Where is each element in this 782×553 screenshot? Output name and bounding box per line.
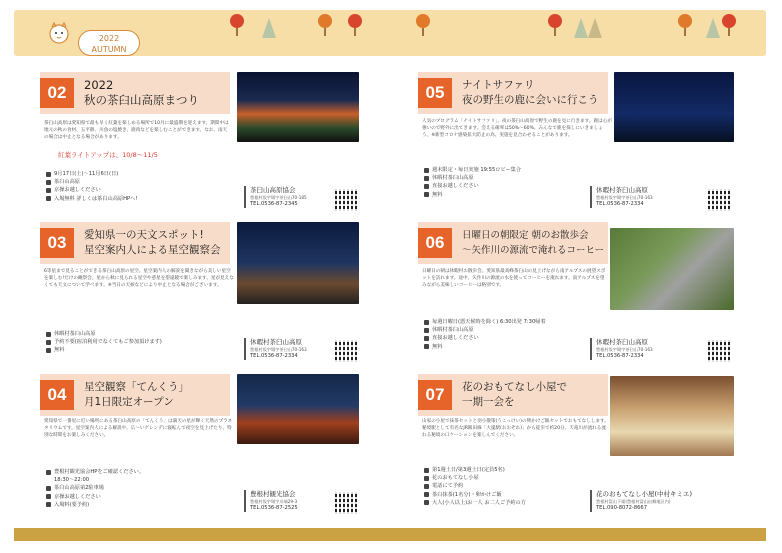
contact-block: 豊根村観光協会 豊根村坂宇場字川端29-3 TEL.0536-87-2525 xyxy=(244,490,298,512)
lightup-note: 紅葉ライトアップは、10/8～11/5 xyxy=(58,151,158,159)
qr-code[interactable] xyxy=(335,189,357,211)
autumn-tree-icon xyxy=(678,14,692,36)
section-title-line2: ～矢作川の源流で淹れるコーヒー xyxy=(462,245,605,256)
calendar-icon xyxy=(46,172,51,177)
autumn-tree-icon xyxy=(230,14,244,36)
autumn-tree-icon xyxy=(548,14,562,36)
calendar-icon xyxy=(424,320,429,325)
pine-tree-icon xyxy=(706,18,720,38)
section-title-line1: ナイトサファリ xyxy=(462,79,535,91)
location-icon xyxy=(46,180,51,185)
deer-night-photo xyxy=(614,72,734,142)
section-info: 週末限定・毎日実施 19:55ロビー集合 休暇村茶臼山高原 直接お越しください 無料 xyxy=(424,166,521,199)
section-header-07 xyxy=(418,374,608,416)
section-info: 休暇村茶臼山高原 予約不要(宿泊利用でなくてもご参加頂けます) 無料 xyxy=(46,330,162,355)
calendar-icon xyxy=(46,470,51,475)
contact-block: 休暇村茶臼山高原 豊根村坂宇場字茶臼山70-163 TEL.0536-87-2334 xyxy=(590,186,653,208)
section-header-03 xyxy=(40,222,230,264)
ticket-icon xyxy=(424,192,429,197)
pine-tree-icon xyxy=(588,18,602,38)
info-date: 9月17日(土)～11月6日(日) xyxy=(46,170,137,178)
location-icon xyxy=(424,328,429,333)
season-year: 2022 xyxy=(98,34,120,43)
phone-icon xyxy=(424,484,429,489)
section-title-line2: 夜の野生の鹿に会いに行こう xyxy=(462,94,599,106)
section-title-line1: 2022 xyxy=(84,78,114,92)
ticket-icon xyxy=(424,500,429,505)
qr-code[interactable] xyxy=(335,492,357,514)
section-number: 06 xyxy=(418,228,452,258)
section-number: 05 xyxy=(418,78,452,108)
walk-icon xyxy=(424,184,429,189)
autumn-tree-icon xyxy=(416,14,430,36)
info-fee: 入場無料 詳しくは茶臼山高原HPへ! xyxy=(46,195,137,203)
location-icon xyxy=(46,332,51,337)
contact-block: 花のおもてなし小屋(中村キミエ) 豊根村富山下栗(豊根村富山出郷地区内) TEL.090-8072-8667 xyxy=(590,490,692,512)
contact-block: 茶臼山高原協会 豊根村坂宇場字茶臼山70-185 TEL.0536-87-2345 xyxy=(244,186,307,208)
section-body: 山家の小屋で抹茶セットと羽小散策(うこっけい)の卵かけご飯セットでおもてなしします。秘境駅として有名なJR飯田線「大嵐駅(おおぞれ)」から徒歩で約20分。天竜川が流れる流れる秘境の口ケーションを楽しんでください。 xyxy=(422,419,609,439)
walk-icon xyxy=(46,188,51,193)
qr-code[interactable] xyxy=(708,189,730,211)
walk-icon xyxy=(424,336,429,341)
section-title-line2: 秋の茶臼山高原まつり xyxy=(84,93,199,107)
location-icon xyxy=(424,176,429,181)
section-header-06 xyxy=(418,222,608,264)
section-info xyxy=(46,170,137,203)
section-number: 03 xyxy=(40,228,74,258)
tea-room-photo xyxy=(610,376,734,456)
section-title-line2: 月1日限定オープン xyxy=(84,396,174,408)
food-icon xyxy=(424,492,429,497)
section-title-line2: 星空案内人による星空観察会 xyxy=(84,244,221,256)
autumn-tree-icon xyxy=(318,14,332,36)
section-number: 07 xyxy=(418,380,452,410)
section-info: 豊根村観光協会HPをご確認ください。 18:30～22:00 茶臼山高原第2駐車場 京操お越しください 入場料(要予約) xyxy=(46,468,144,509)
ticket-icon xyxy=(46,196,51,201)
section-title-line1: 星空観察「てんくう」 xyxy=(84,381,189,393)
contact-block: 休暇村茶臼山高原 豊根村坂宇場字茶臼山70-163 TEL.0536-87-2334 xyxy=(590,338,653,360)
section-header-04 xyxy=(40,374,230,416)
section-body: 日曜日の朝は休暇村お散歩会。愛知県最高峰茶臼山の見上げながら南アルプスの展望スポットを訪れます。途中、矢作川の源流の水を使ってコーヒーを淹れます。南アルプスを望みながら美味しいコーヒーは格別です。 xyxy=(422,269,606,289)
location-icon xyxy=(46,486,51,491)
starry-sky-autumn-photo xyxy=(237,374,359,444)
squirrel-mascot-icon xyxy=(48,22,70,48)
section-body: 6等星まで見ることができる茶臼山高原の星空。星空案内人の解説を聞きながら美しい星空を楽しむ!だけの観察会。星から秋に見られる星空や惑星を望遠鏡で楽しみます。星が見えなくても天文について学べます。※当日の天候などにより中止となる場合がございます。 xyxy=(44,269,234,289)
qr-code[interactable] xyxy=(335,340,357,362)
footer-band xyxy=(14,528,766,541)
section-number: 04 xyxy=(40,380,74,410)
info-place: 茶臼山高原 xyxy=(46,178,137,186)
section-title-line1: 花のおもてなし小屋で xyxy=(462,381,567,393)
calendar-icon xyxy=(424,468,429,473)
qr-code[interactable] xyxy=(708,340,730,362)
section-body: 茶臼山高原は愛知県で最も早く紅葉を楽しめる場所で10月に最盛期を迎えます。期間中は地元の秋の食材、五平餅、川魚の塩焼き、鹿肉などを楽しむことができます。なお、雨天の場合は中止となる場合があります。 xyxy=(44,121,229,141)
section-title-line2: 一期一会を xyxy=(462,396,515,408)
section-number: 02 xyxy=(40,78,74,108)
phone-icon xyxy=(46,340,51,345)
coffee-by-river-photo xyxy=(610,228,734,310)
pine-tree-icon xyxy=(574,18,588,38)
season-label: AUTUMN xyxy=(91,45,127,54)
season-badge xyxy=(78,30,140,56)
autumn-tree-icon xyxy=(348,14,362,36)
contact-block: 休暇村茶臼山高原 豊根村坂宇場字茶臼山70-163 TEL.0536-87-2334 xyxy=(244,338,307,360)
ticket-icon xyxy=(424,344,429,349)
section-info: 第1週土日/第3週土日(定員5名) 花のおもてなし小屋 電話にて予約 茶臼抹茶(1名分)・卵かけご飯 大人(小人以上)お一人 お二人ご予約の方 xyxy=(424,466,526,507)
ticket-icon xyxy=(46,348,51,353)
ticket-icon xyxy=(46,502,51,507)
section-info: 毎週日曜日(悪天候時を除く) 6:30出発 7:30帰着 休暇村茶臼山高原 直接お越しください 無料 xyxy=(424,318,546,351)
section-title-line1: 日曜日の朝限定 朝のお散歩会 xyxy=(462,230,589,241)
section-header-05 xyxy=(418,72,608,114)
illuminated-foliage-photo xyxy=(237,72,359,142)
section-title-line1: 愛知県一の天文スポット! xyxy=(84,229,204,241)
section-body: 愛知県で一番星に近い場所にある茶臼山高原の「てんくう」は満天の星が輝く天然のプラネタリウムです。星空案内人による解説や、広～いゲレンデに寝転んで夜空を見上げたり、特別な時間をお楽しみください。 xyxy=(44,419,233,439)
autumn-tree-icon xyxy=(722,14,736,36)
walk-icon xyxy=(46,494,51,499)
stargazing-crowd-photo xyxy=(237,222,359,304)
calendar-icon xyxy=(424,168,429,173)
location-icon xyxy=(424,476,429,481)
section-header-02 xyxy=(40,72,230,114)
info-access: 京操お越しください xyxy=(46,186,137,194)
section-body: 人気のプログラム「ナイトサファリ」。夜の茶臼山高原で野生の鹿を見に行きます。鹿は心が強いので野外に出てきます。会える確率は50%～60%。みんなで鹿を探しにいきましょう。※新型コロナ感染拡大防止の為、実施を見合わせることがあります。 xyxy=(422,119,612,139)
pine-tree-icon xyxy=(262,18,276,38)
